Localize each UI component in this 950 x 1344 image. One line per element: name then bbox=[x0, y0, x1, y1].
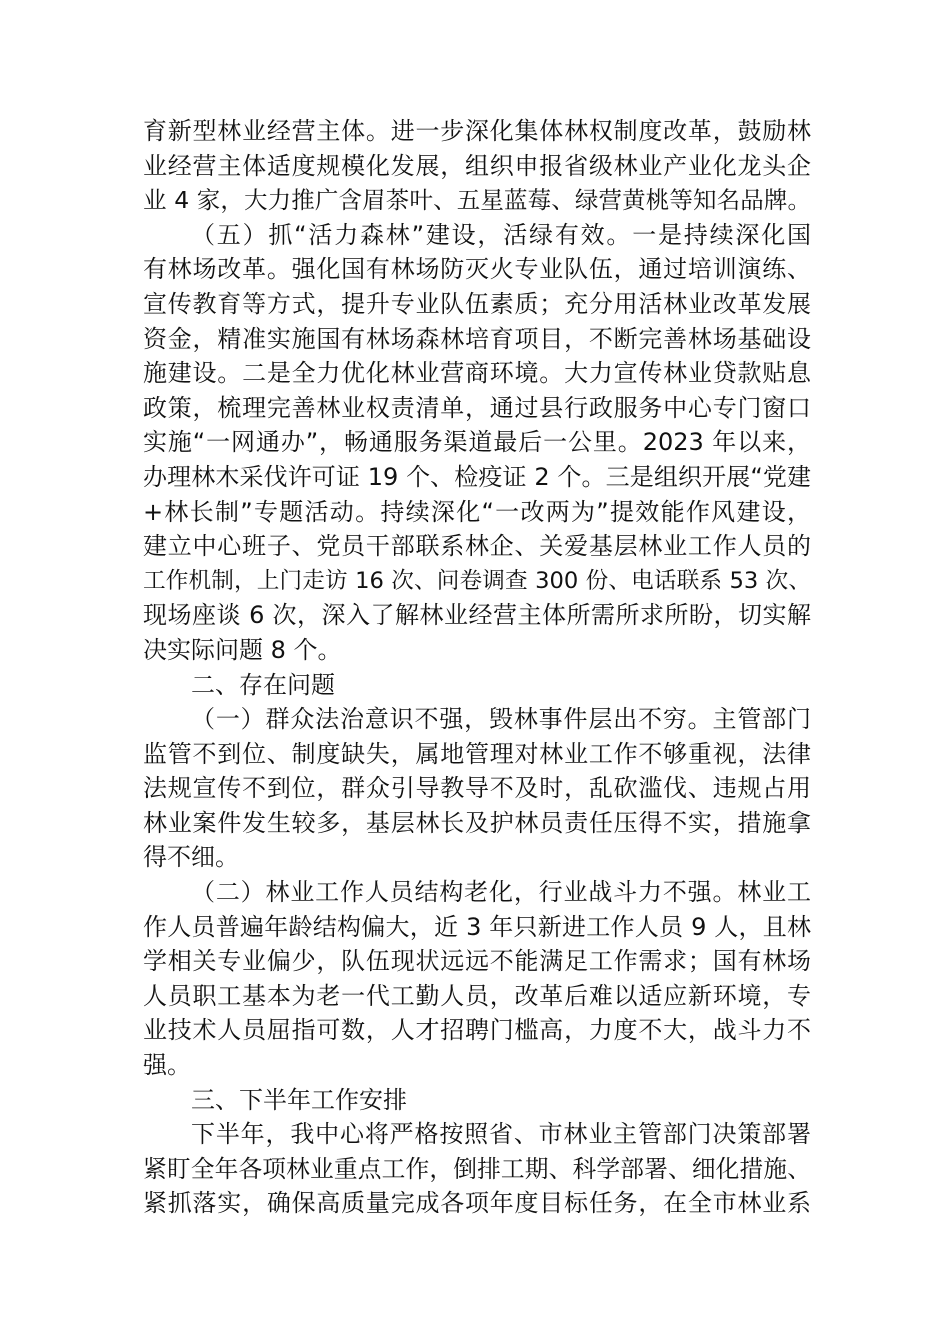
text-line: （五）抓“活力森林”建设，活绿有效。一是持续深化国 bbox=[191, 220, 811, 249]
text-line: 业 4 家，大力推广含眉茶叶、五星蓝莓、绿营黄桃等知名品牌。 bbox=[143, 186, 811, 215]
text-line: 实施“一网通办”，畅通服务渠道最后一公里。2023 年以来， bbox=[143, 428, 811, 457]
text-line: 业经营主体适度规模化发展，组织申报省级林业产业化龙头企 bbox=[143, 151, 811, 180]
text-line: 育新型林业经营主体。进一步深化集体林权制度改革，鼓励林 bbox=[143, 117, 811, 145]
text-line: 三、下半年工作安排 bbox=[191, 1085, 407, 1114]
text-line: 施建设。二是全力优化林业营商环境。大力宣传林业贷款贴息 bbox=[143, 359, 811, 388]
text-line: 工作机制，上门走访 16 次、问卷调查 300 份、电话联系 53 次、 bbox=[143, 567, 811, 594]
text-line: 学相关专业偏少，队伍现状远远不能满足工作需求；国有林场 bbox=[143, 947, 811, 976]
text-line: 有林场改革。强化国有林场防灭火专业队伍，通过培训演练、 bbox=[143, 255, 811, 284]
document-body bbox=[143, 114, 811, 1221]
text-line: 监管不到位、制度缺失，属地管理对林业工作不够重视，法律 bbox=[143, 739, 811, 768]
text-line: 二、存在问题 bbox=[191, 670, 335, 699]
text-line: +林长制”专题活动。持续深化“一改两为”提效能作风建设， bbox=[143, 497, 811, 526]
text-line: 业技术人员屈指可数，人才招聘门槛高，力度不大，战斗力不 bbox=[143, 1016, 811, 1045]
text-line: 宣传教育等方式，提升专业队伍素质；充分用活林业改革发展 bbox=[143, 289, 811, 318]
text-line: 现场座谈 6 次，深入了解林业经营主体所需所求所盼，切实解 bbox=[143, 601, 811, 630]
text-line: （二）林业工作人员结构老化，行业战斗力不强。林业工 bbox=[191, 878, 811, 907]
text-line: 政策，梳理完善林业权责清单，通过县行政服务中心专门窗口 bbox=[143, 393, 811, 422]
text-line: 得不细。 bbox=[143, 843, 239, 872]
text-line: 办理林木采伐许可证 19 个、检疫证 2 个。三是组织开展“党建 bbox=[143, 462, 811, 491]
text-line: （一）群众法治意识不强，毁林事件层出不穷。主管部门 bbox=[191, 705, 811, 734]
text-line: 强。 bbox=[143, 1051, 191, 1080]
text-line: 林业案件发生较多，基层林长及护林员责任压得不实，措施拿 bbox=[143, 808, 811, 837]
text-line: 紧盯全年各项林业重点工作，倒排工期、科学部署、细化措施、 bbox=[143, 1154, 811, 1183]
text-line: 人员职工基本为老一代工勤人员，改革后难以适应新环境，专 bbox=[143, 981, 811, 1010]
text-line: 建立中心班子、党员干部联系林企、关爱基层林业工作人员的 bbox=[143, 532, 811, 561]
text-line: 资金，精准实施国有林场森林培育项目，不断完善林场基础设 bbox=[143, 324, 811, 353]
text-line: 法规宣传不到位，群众引导教导不及时，乱砍滥伐、违规占用 bbox=[143, 774, 811, 803]
text-line: 下半年，我中心将严格按照省、市林业主管部门决策部署 bbox=[191, 1120, 811, 1149]
text-line: 紧抓落实，确保高质量完成各项年度目标任务，在全市林业系 bbox=[143, 1189, 811, 1218]
text-line: 作人员普遍年龄结构偏大，近 3 年只新进工作人员 9 人，且林 bbox=[143, 912, 811, 941]
text-line: 决实际问题 8 个。 bbox=[143, 635, 342, 664]
